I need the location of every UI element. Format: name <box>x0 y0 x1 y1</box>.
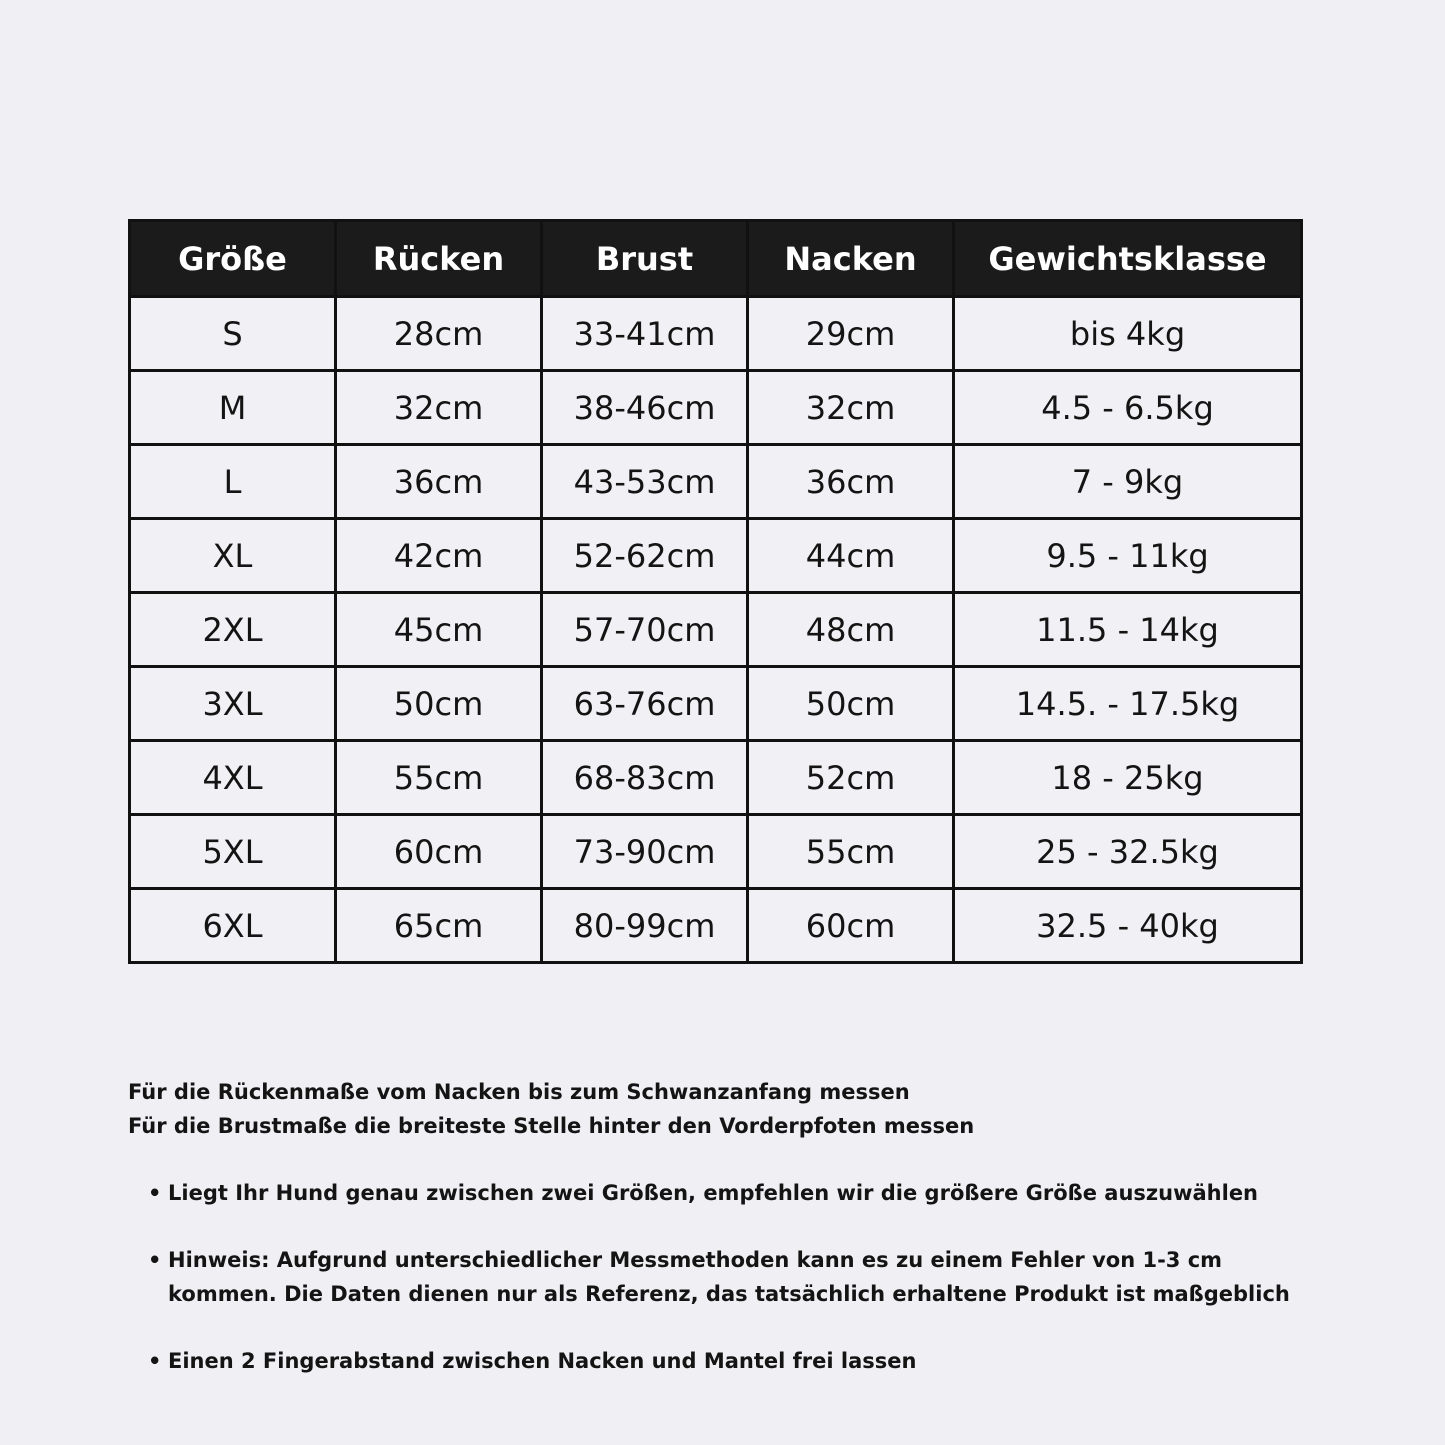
cell-size: S <box>130 297 336 371</box>
table-row <box>130 593 1302 667</box>
header-weight-class: Gewichtsklasse <box>954 221 1302 297</box>
cell-weight: 14.5. - 17.5kg <box>954 667 1302 741</box>
cell-neck: 44cm <box>748 519 954 593</box>
cell-weight: 11.5 - 14kg <box>954 593 1302 667</box>
header-back: Rücken <box>336 221 542 297</box>
cell-back: 65cm <box>336 889 542 963</box>
list-item <box>128 1176 1318 1210</box>
cell-neck: 36cm <box>748 445 954 519</box>
bullet-icon: • <box>148 1349 162 1373</box>
cell-weight: 18 - 25kg <box>954 741 1302 815</box>
list-item <box>128 1344 1318 1378</box>
header-neck: Nacken <box>748 221 954 297</box>
cell-neck: 48cm <box>748 593 954 667</box>
cell-back: 32cm <box>336 371 542 445</box>
table-row <box>130 297 1302 371</box>
cell-size: 3XL <box>130 667 336 741</box>
cell-neck: 55cm <box>748 815 954 889</box>
cell-weight: 9.5 - 11kg <box>954 519 1302 593</box>
size-chart-table <box>128 219 1303 964</box>
bullet-icon: • <box>148 1248 162 1272</box>
cell-weight: bis 4kg <box>954 297 1302 371</box>
cell-back: 55cm <box>336 741 542 815</box>
table-row <box>130 519 1302 593</box>
table-row <box>130 815 1302 889</box>
cell-weight: 25 - 32.5kg <box>954 815 1302 889</box>
cell-neck: 29cm <box>748 297 954 371</box>
cell-neck: 32cm <box>748 371 954 445</box>
table-row <box>130 445 1302 519</box>
cell-size: 2XL <box>130 593 336 667</box>
tip-text: Hinweis: Aufgrund unterschiedlicher Messmethoden kann es zu einem Fehler von 1-3 cm kommen. Die Daten dienen nur als Referenz, das tatsächlich erhaltene Produkt ist maßgeblich <box>168 1248 1290 1306</box>
table-body <box>130 297 1302 963</box>
cell-size: L <box>130 445 336 519</box>
header-row <box>130 221 1302 297</box>
cell-size: 6XL <box>130 889 336 963</box>
cell-back: 36cm <box>336 445 542 519</box>
cell-size: M <box>130 371 336 445</box>
cell-chest: 68-83cm <box>542 741 748 815</box>
cell-chest: 43-53cm <box>542 445 748 519</box>
cell-weight: 7 - 9kg <box>954 445 1302 519</box>
table-row <box>130 371 1302 445</box>
note-back-measure: Für die Rückenmaße vom Nacken bis zum Schwanzanfang messen <box>128 1080 910 1104</box>
tips-list <box>128 1176 1318 1378</box>
cell-neck: 60cm <box>748 889 954 963</box>
bullet-icon: • <box>148 1181 162 1205</box>
cell-chest: 38-46cm <box>542 371 748 445</box>
cell-back: 50cm <box>336 667 542 741</box>
measurement-notes <box>128 1075 1318 1411</box>
cell-neck: 50cm <box>748 667 954 741</box>
list-item <box>128 1243 1318 1311</box>
cell-size: 4XL <box>130 741 336 815</box>
table-row <box>130 741 1302 815</box>
cell-back: 45cm <box>336 593 542 667</box>
cell-chest: 33-41cm <box>542 297 748 371</box>
cell-chest: 57-70cm <box>542 593 748 667</box>
cell-neck: 52cm <box>748 741 954 815</box>
table-row <box>130 889 1302 963</box>
tip-text: Einen 2 Fingerabstand zwischen Nacken und Mantel frei lassen <box>168 1349 917 1373</box>
table-header <box>130 221 1302 297</box>
cell-back: 28cm <box>336 297 542 371</box>
cell-weight: 32.5 - 40kg <box>954 889 1302 963</box>
cell-chest: 63-76cm <box>542 667 748 741</box>
cell-chest: 73-90cm <box>542 815 748 889</box>
note-chest-measure: Für die Brustmaße die breiteste Stelle hinter den Vorderpfoten messen <box>128 1114 975 1138</box>
cell-back: 42cm <box>336 519 542 593</box>
tip-text: Liegt Ihr Hund genau zwischen zwei Größen, empfehlen wir die größere Größe auszuwählen <box>168 1181 1259 1205</box>
table-row <box>130 667 1302 741</box>
cell-chest: 52-62cm <box>542 519 748 593</box>
cell-weight: 4.5 - 6.5kg <box>954 371 1302 445</box>
cell-size: 5XL <box>130 815 336 889</box>
header-size: Größe <box>130 221 336 297</box>
cell-back: 60cm <box>336 815 542 889</box>
cell-size: XL <box>130 519 336 593</box>
cell-chest: 80-99cm <box>542 889 748 963</box>
header-chest: Brust <box>542 221 748 297</box>
